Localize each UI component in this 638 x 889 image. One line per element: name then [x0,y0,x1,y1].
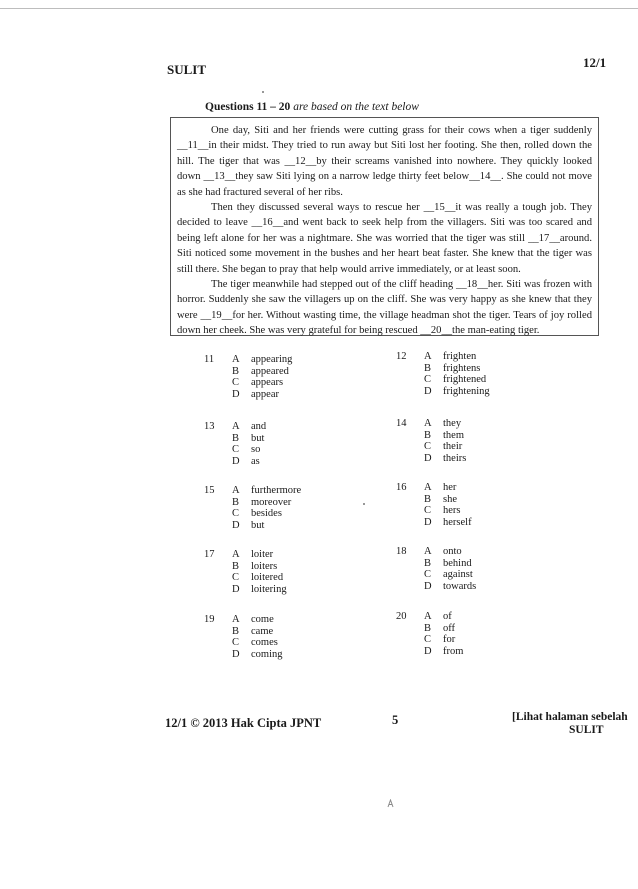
passage-paragraph: Then they discussed several ways to rescue her __15__it was really a tough job. They decided to leave __16__and went back to seek help from the villagers. Siti was too scared and being left alone for her was a nightmare. She was worried that the tiger was still __17__around. Siti noticed some movement in the bushes and her heart beat faster. She knew that the tiger was still there. She began to pray that help would arrive immediately, or at least soon. [177,202,592,275]
passage-paragraph: The tiger meanwhile had stepped out of the cliff heading __18__her. Siti was frozen with horror. Suddenly she saw the villagers up on the cliff. She was very happy as she knew that they were __19__for her. Without wasting time, the village headman shot the tiger. Tears of joy rolled down her cheek. She was very grateful for being rescued __20__the man-eating tiger. [177,279,592,337]
option-text: frightening [443,385,490,397]
option-row[interactable] [204,421,374,433]
option-text: but [251,519,265,531]
question-11-options [204,354,374,400]
option-text: loiters [251,560,278,572]
option-letter: D [232,648,240,660]
option-row[interactable] [204,444,374,456]
scan-edge-line [0,8,638,9]
option-row[interactable] [396,418,566,430]
question-number: 12 [396,351,407,362]
option-row[interactable] [396,611,566,623]
option-row[interactable] [204,389,374,401]
option-row[interactable] [396,494,566,506]
option-letter: A [424,611,432,622]
option-letter: B [232,432,240,444]
option-row[interactable] [396,634,566,646]
question-number: 14 [396,418,407,429]
footer-classification: SULIT [569,724,604,736]
option-letter: B [424,557,432,569]
scan-speck [363,503,365,505]
option-text: comes [251,637,278,648]
footer-copyright: 12/1 © 2013 Hak Cipta JPNT [165,716,322,730]
option-letter: C [232,444,240,455]
option-letter: D [424,645,432,657]
option-letter: A [424,546,432,557]
option-row[interactable] [204,508,374,520]
page-number: 5 [392,713,399,727]
option-letter: C [232,572,240,583]
question-number: 17 [204,549,215,560]
question-number: 19 [204,614,215,625]
header-classification: SULIT [167,62,207,77]
option-letter: D [232,388,240,400]
option-text: appear [251,388,279,400]
option-text: furthermore [251,485,302,496]
option-text: frighten [443,351,477,362]
option-row[interactable] [204,649,374,661]
option-letter: B [232,496,240,508]
option-letter: C [424,505,432,516]
option-row[interactable] [396,482,566,494]
option-row[interactable] [396,430,566,442]
option-letter: B [424,622,432,634]
option-row[interactable] [396,351,566,363]
option-text: frightened [443,374,487,385]
option-text: from [443,645,464,657]
questions-title [205,101,419,113]
option-letter: A [232,354,240,365]
question-13-options [204,421,374,467]
option-text: onto [443,546,462,557]
option-letter: D [424,385,432,397]
footer-next-page-note: [Lihat halaman sebelah [512,711,628,723]
option-letter: C [424,634,432,645]
option-letter: D [424,516,432,528]
question-20-options [396,611,566,657]
question-number: 13 [204,421,215,432]
question-number: 16 [396,482,407,493]
option-text: of [443,611,452,622]
option-row[interactable] [204,549,374,561]
option-row[interactable] [204,377,374,389]
option-letter: B [232,365,240,377]
option-row[interactable] [204,366,374,378]
option-text: them [443,429,464,441]
option-row[interactable] [396,569,566,581]
option-letter: B [232,625,240,637]
option-letter: A [424,351,432,362]
option-row[interactable] [204,354,374,366]
option-row[interactable] [396,374,566,386]
option-text: loitering [251,583,287,595]
option-text: as [251,455,260,467]
option-row[interactable] [396,623,566,635]
option-text: off [443,622,456,634]
option-letter: D [232,519,240,531]
option-row[interactable] [204,637,374,649]
option-letter: D [424,452,432,464]
option-row[interactable] [204,584,374,596]
option-letter: D [424,580,432,592]
option-row[interactable] [204,433,374,445]
option-letter: C [232,377,240,388]
option-row[interactable] [204,572,374,584]
option-letter: A [232,485,240,496]
option-text: appears [251,377,284,388]
option-text: besides [251,508,282,519]
option-row[interactable] [204,456,374,468]
option-letter: A [232,614,240,625]
option-row[interactable] [396,505,566,517]
option-row[interactable] [204,614,374,626]
question-number: 11 [204,354,215,365]
option-text: came [251,625,274,637]
scan-speck [262,91,264,93]
option-text: against [443,569,473,580]
questions-instruction: are based on the text below [290,101,419,113]
option-row[interactable] [204,520,374,532]
option-row[interactable] [396,386,566,398]
option-row[interactable] [396,517,566,529]
option-row[interactable] [396,558,566,570]
option-row[interactable] [396,646,566,658]
questions-range: Questions 11 – 20 [205,101,291,113]
question-number: 20 [396,611,407,622]
question-16-options [396,482,566,528]
option-row[interactable] [396,441,566,453]
question-19-options [204,614,374,660]
option-letter: A [232,549,240,560]
option-row[interactable] [396,546,566,558]
option-row[interactable] [396,453,566,465]
option-letter: C [232,508,240,519]
option-text: moreover [251,496,292,508]
option-text: she [443,493,457,505]
question-15-options [204,485,374,531]
option-text: theirs [443,452,467,464]
option-text: appeared [251,365,289,377]
option-text: her [443,482,457,493]
option-letter: A [232,421,240,432]
option-letter: C [424,569,432,580]
option-text: their [443,441,463,452]
question-14-options [396,418,566,464]
option-row[interactable] [396,363,566,375]
option-letter: C [232,637,240,648]
option-row[interactable] [396,581,566,593]
option-row[interactable] [204,485,374,497]
option-letter: D [232,583,240,595]
option-text: frightens [443,362,481,374]
option-text: for [443,634,456,645]
option-letter: C [424,441,432,452]
option-row[interactable] [204,626,374,638]
passage-paragraph: One day, Siti and her friends were cutting grass for their cows when a tiger suddenly __11__in their midst. They tried to run away but Siti lost her footing. She then, rolled down the hill. The tiger that was __12__by their screams vanished into nowhere. They quickly looked down __13__they saw Siti lying on a narrow ledge thirty feet below__14__. She could not move as she had fractured several of her ribs. [177,125,592,198]
question-number: 18 [396,546,407,557]
option-text: herself [443,516,472,528]
option-text: towards [443,580,477,592]
question-12-options [396,351,566,397]
option-letter: A [424,482,432,493]
question-number: 15 [204,485,215,496]
option-letter: B [424,429,432,441]
option-row[interactable] [204,497,374,509]
option-letter: B [232,560,240,572]
option-text: appearing [251,354,293,365]
option-text: loitered [251,572,284,583]
question-18-options [396,546,566,592]
option-text: they [443,418,462,429]
option-text: come [251,614,274,625]
scan-mark-icon [387,799,394,808]
question-17-options [204,549,374,595]
option-text: behind [443,557,472,569]
option-letter: B [424,362,432,374]
option-letter: C [424,374,432,385]
header-paper-code: 12/1 [583,55,607,70]
passage-box [170,117,599,336]
option-letter: D [232,455,240,467]
option-text: so [251,444,261,455]
option-text: hers [443,505,461,516]
option-text: and [251,421,267,432]
option-letter: B [424,493,432,505]
option-text: loiter [251,549,274,560]
option-row[interactable] [204,561,374,573]
option-text: but [251,432,265,444]
option-text: coming [251,648,283,660]
option-letter: A [424,418,432,429]
